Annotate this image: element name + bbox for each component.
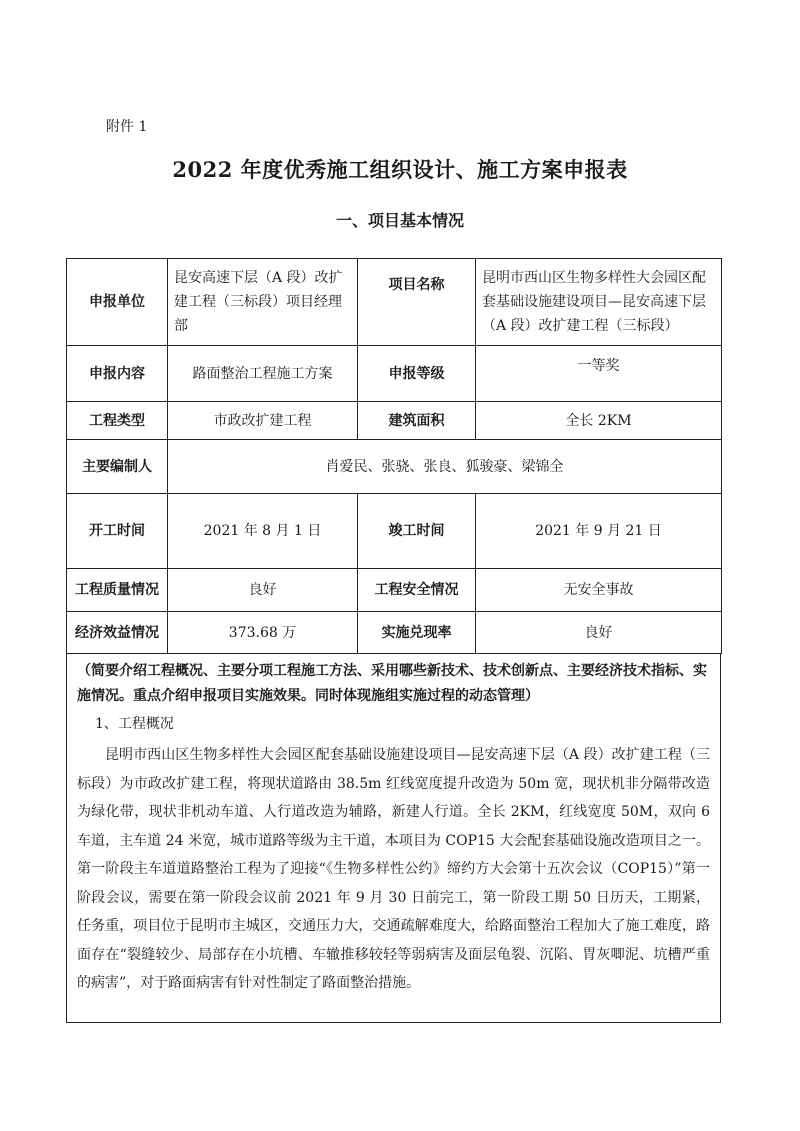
- quality-value: 良好: [168, 569, 358, 612]
- unit-label: 申报单位: [67, 259, 168, 346]
- project-name-label: 项目名称: [358, 259, 476, 346]
- safety-label: 工程安全情况: [358, 569, 476, 612]
- grade-value: 一等奖: [476, 346, 722, 402]
- page-title: 2022 年度优秀施工组织设计、施工方案申报表: [172, 157, 628, 182]
- table-row: [67, 494, 722, 569]
- description-box: [66, 653, 721, 1023]
- description-intro: （简要介绍工程概况、主要分项工程施工方法、采用哪些新技术、技术创新点、主要经济技术指标、实施情况。重点介绍申报项目实施效果。同时体现施组实施过程的动态管理）: [77, 663, 707, 704]
- area-value: 全长 2KM: [476, 402, 722, 440]
- safety-value: 无安全事故: [476, 569, 722, 612]
- start-value: 2021 年 8 月 1 日: [168, 494, 358, 569]
- finish-label: 竣工时间: [358, 494, 476, 569]
- type-label: 工程类型: [67, 402, 168, 440]
- area-label: 建筑面积: [358, 402, 476, 440]
- description-body: 昆明市西山区生物多样性大会园区配套基础设施建设项目—昆安高速下层（A 段）改扩建工程（三标段）为市政改扩建工程，将现状道路由 38.5m 红线宽度提升改造为 50m 宽，现状机非分隔带改造为绿化带，现状非机动车道、人行道改造为辅路，新建人行道。全长 2KM，红线宽度 50M，双向 6 车道，主车道 24 米宽，城市道路等级为主干道，本项目为 COP15 大会配套基础设施改造项目之一。第一阶段主车道道路整治工程为了迎接“《生物多样性公约》缔约方大会第十五次会议（COP15）”第一阶段会议，需要在第一阶段会议前 2021 年 9 月 30 日前完工，第一阶段工期 50 日历天，工期紧，任务重，项目位于昆明市主城区，交通压力大，交通疏解难度大，给路面整治工程加大了施工难度，路面存在“裂缝较少、局部存在小坑槽、车辙推移较轻等弱病害及面层龟裂、沉陷、胃灰唧泥、坑槽严重的病害”，对于路面病害有针对性制定了路面整治措施。: [77, 747, 710, 991]
- implementation-value: 良好: [476, 612, 722, 654]
- quality-label: 工程质量情况: [67, 569, 168, 612]
- section-title: 一、项目基本情况: [335, 211, 464, 230]
- description-subheading: 1、工程概况: [95, 716, 174, 732]
- table-row: [67, 346, 722, 402]
- unit-value: 昆安高速下层（A 段）改扩建工程（三标段）项目经理部: [168, 259, 358, 346]
- table-row: [67, 569, 722, 612]
- content-label: 申报内容: [67, 346, 168, 402]
- economic-value: 373.68 万: [168, 612, 358, 654]
- content-value: 路面整治工程施工方案: [168, 346, 358, 402]
- table-row: [67, 612, 722, 654]
- editors-value: 肖爱民、张骁、张良、狐骏豪、梁锦全: [168, 440, 722, 494]
- project-info-table: [66, 258, 722, 654]
- implementation-label: 实施兑现率: [358, 612, 476, 654]
- finish-value: 2021 年 9 月 21 日: [476, 494, 722, 569]
- table-row: [67, 259, 722, 346]
- project-name-value: 昆明市西山区生物多样性大会园区配套基础设施建设项目—昆安高速下层（A 段）改扩建工程（三标段）: [476, 259, 722, 346]
- type-value: 市政改扩建工程: [168, 402, 358, 440]
- start-label: 开工时间: [67, 494, 168, 569]
- editors-label: 主要编制人: [67, 440, 168, 494]
- attachment-label: 附件 1: [106, 119, 148, 135]
- table-row: [67, 440, 722, 494]
- economic-label: 经济效益情况: [67, 612, 168, 654]
- grade-label: 申报等级: [358, 346, 476, 402]
- table-row: [67, 402, 722, 440]
